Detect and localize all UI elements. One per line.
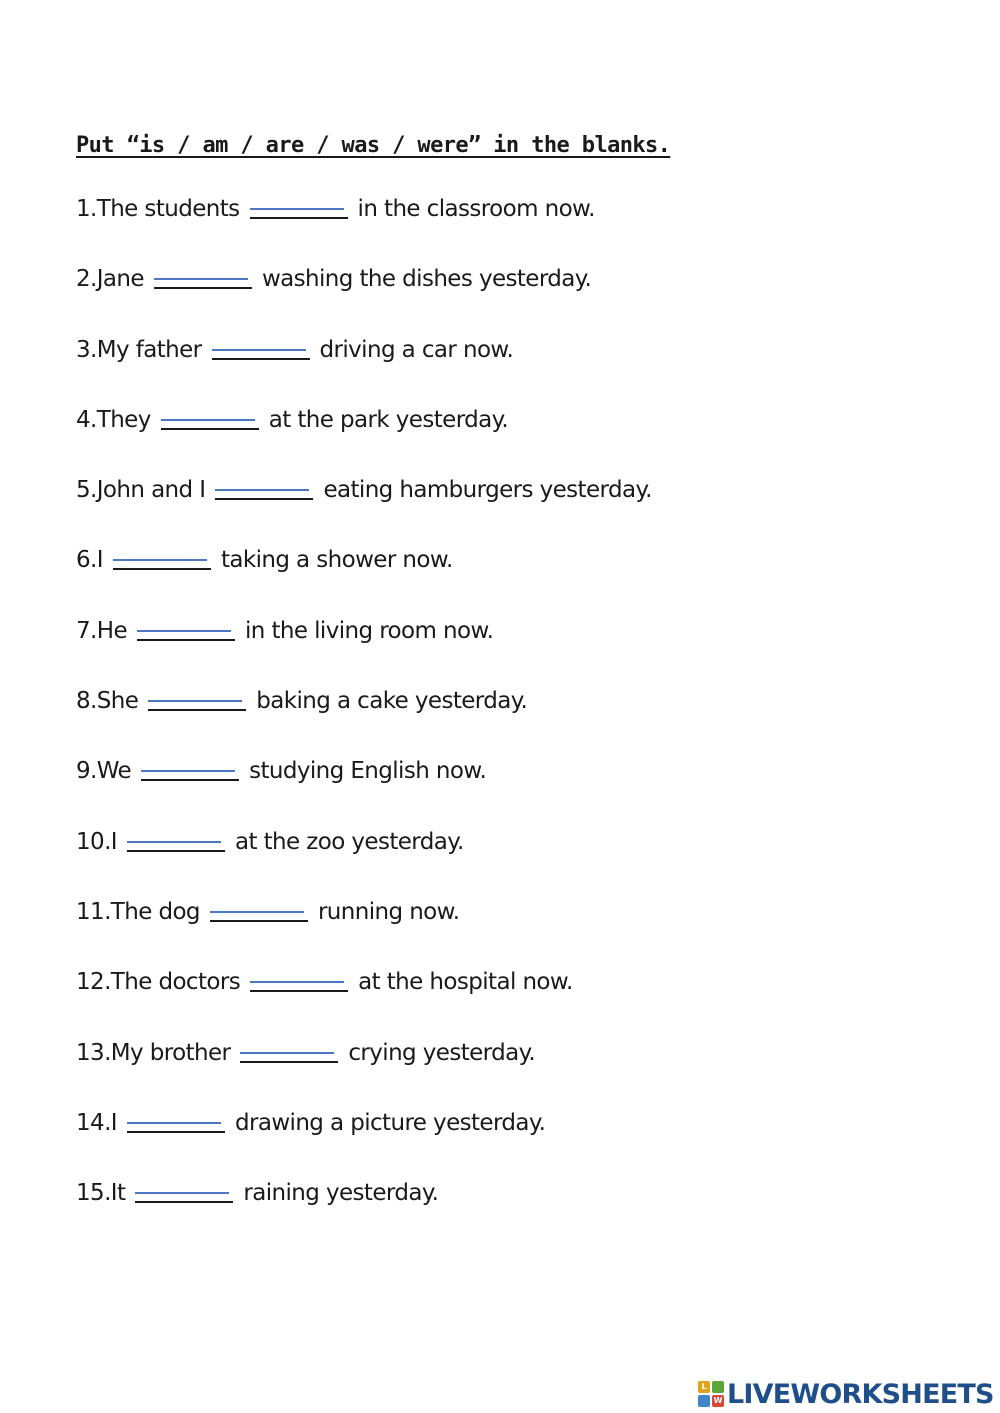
question-text-before: 10.I — [76, 828, 117, 855]
blank-underline — [215, 498, 313, 500]
question-item — [76, 1180, 652, 1250]
worksheet — [76, 0, 976, 1413]
question-text-after: running now. — [317, 898, 460, 925]
question-item — [76, 1040, 652, 1110]
question-text-after: at the hospital now. — [358, 969, 573, 996]
logo-mark-cell: W — [713, 1396, 723, 1405]
question-text-after: at the zoo yesterday. — [234, 828, 464, 855]
logo-mark-cell: L — [698, 1381, 710, 1393]
blank-slot — [208, 899, 310, 925]
answer-input[interactable] — [137, 612, 231, 632]
question-text-before: 5.John and I — [76, 477, 206, 504]
logo-mark-cell — [698, 1395, 710, 1407]
blank-slot — [111, 547, 213, 573]
answer-input[interactable] — [135, 1174, 229, 1194]
question-text-after: studying English now. — [249, 758, 487, 785]
answer-input[interactable] — [154, 260, 248, 280]
liveworksheets-logo — [698, 1379, 994, 1409]
question-text-after: at the park yesterday. — [268, 406, 509, 433]
blank-slot — [135, 618, 237, 644]
answer-input[interactable] — [141, 752, 235, 772]
blank-slot — [248, 969, 350, 995]
question-item — [76, 688, 652, 758]
blank-slot — [213, 477, 315, 503]
blank-slot — [159, 407, 261, 433]
question-text-before: 4.They — [76, 406, 151, 433]
question-item — [76, 477, 652, 547]
question-text-after: raining yesterday. — [243, 1180, 439, 1207]
answer-input[interactable] — [127, 1104, 221, 1124]
question-text-before: 1.The students — [76, 196, 240, 222]
logo-mark-cell — [712, 1381, 724, 1393]
question-text-before: 3.My father — [76, 336, 202, 363]
question-text-after: in the living room now. — [245, 617, 494, 644]
question-text-before: 11.The dog — [76, 898, 200, 925]
question-text-before: 15.It — [76, 1180, 126, 1207]
question-text-after: crying yesterday. — [348, 1039, 536, 1066]
blank-slot — [146, 688, 248, 714]
blank-underline — [154, 287, 252, 289]
blank-underline — [210, 920, 308, 922]
answer-input[interactable] — [161, 401, 255, 421]
blank-underline — [127, 1131, 225, 1133]
question-text-before: 7.He — [76, 617, 127, 644]
question-text-before: 13.My brother — [76, 1039, 231, 1066]
question-text-before: 8.She — [76, 688, 139, 715]
blank-underline — [137, 639, 235, 641]
question-text-after: in the classroom now. — [357, 196, 595, 222]
answer-input[interactable] — [148, 682, 242, 702]
logo-text: LIVEWORKSHEETS — [727, 1378, 994, 1410]
blank-underline — [148, 709, 246, 711]
question-item — [76, 758, 652, 828]
answer-input[interactable] — [210, 893, 304, 913]
question-item — [76, 829, 652, 899]
question-text-after: driving a car now. — [319, 336, 514, 363]
logo-mark-icon — [698, 1381, 724, 1407]
answer-input[interactable] — [212, 331, 306, 351]
answer-input[interactable] — [113, 541, 207, 561]
question-item — [76, 266, 652, 336]
blank-slot — [152, 266, 254, 292]
question-item — [76, 899, 652, 969]
blank-slot — [248, 196, 350, 222]
blank-underline — [212, 358, 310, 360]
blank-underline — [240, 1061, 338, 1063]
question-text-before: 12.The doctors — [76, 969, 241, 996]
answer-input[interactable] — [215, 471, 309, 491]
question-text-before: 2.Jane — [76, 266, 144, 293]
question-list — [76, 196, 652, 1250]
blank-underline — [135, 1201, 233, 1203]
blank-slot — [125, 829, 227, 855]
question-text-after: eating hamburgers yesterday. — [323, 477, 652, 504]
blank-slot — [238, 1040, 340, 1066]
blank-underline — [161, 428, 259, 430]
question-text-before: 9.We — [76, 758, 132, 785]
blank-slot — [210, 337, 312, 363]
blank-underline — [250, 990, 348, 992]
question-text-before: 6.I — [76, 547, 103, 574]
question-item — [76, 407, 652, 477]
question-item — [76, 337, 652, 407]
instructions-heading: Put “is / am / are / was / were” in the blanks. — [76, 133, 671, 158]
question-text-after: washing the dishes yesterday. — [261, 266, 592, 293]
blank-slot — [139, 758, 241, 784]
answer-input[interactable] — [250, 963, 344, 983]
blank-underline — [141, 779, 239, 781]
blank-slot — [133, 1180, 235, 1206]
question-text-after: baking a cake yesterday. — [256, 688, 528, 715]
answer-input[interactable] — [250, 190, 344, 210]
question-item — [76, 618, 652, 688]
blank-underline — [127, 850, 225, 852]
blank-underline — [250, 217, 348, 219]
question-item — [76, 1110, 652, 1180]
answer-input[interactable] — [240, 1034, 334, 1054]
question-text-before: 14.I — [76, 1109, 117, 1136]
answer-input[interactable] — [127, 823, 221, 843]
question-item — [76, 547, 652, 617]
question-text-after: taking a shower now. — [220, 547, 453, 574]
question-text-after: drawing a picture yesterday. — [234, 1109, 546, 1136]
question-item — [76, 196, 652, 266]
question-item — [76, 969, 652, 1039]
blank-underline — [113, 568, 211, 570]
blank-slot — [125, 1110, 227, 1136]
